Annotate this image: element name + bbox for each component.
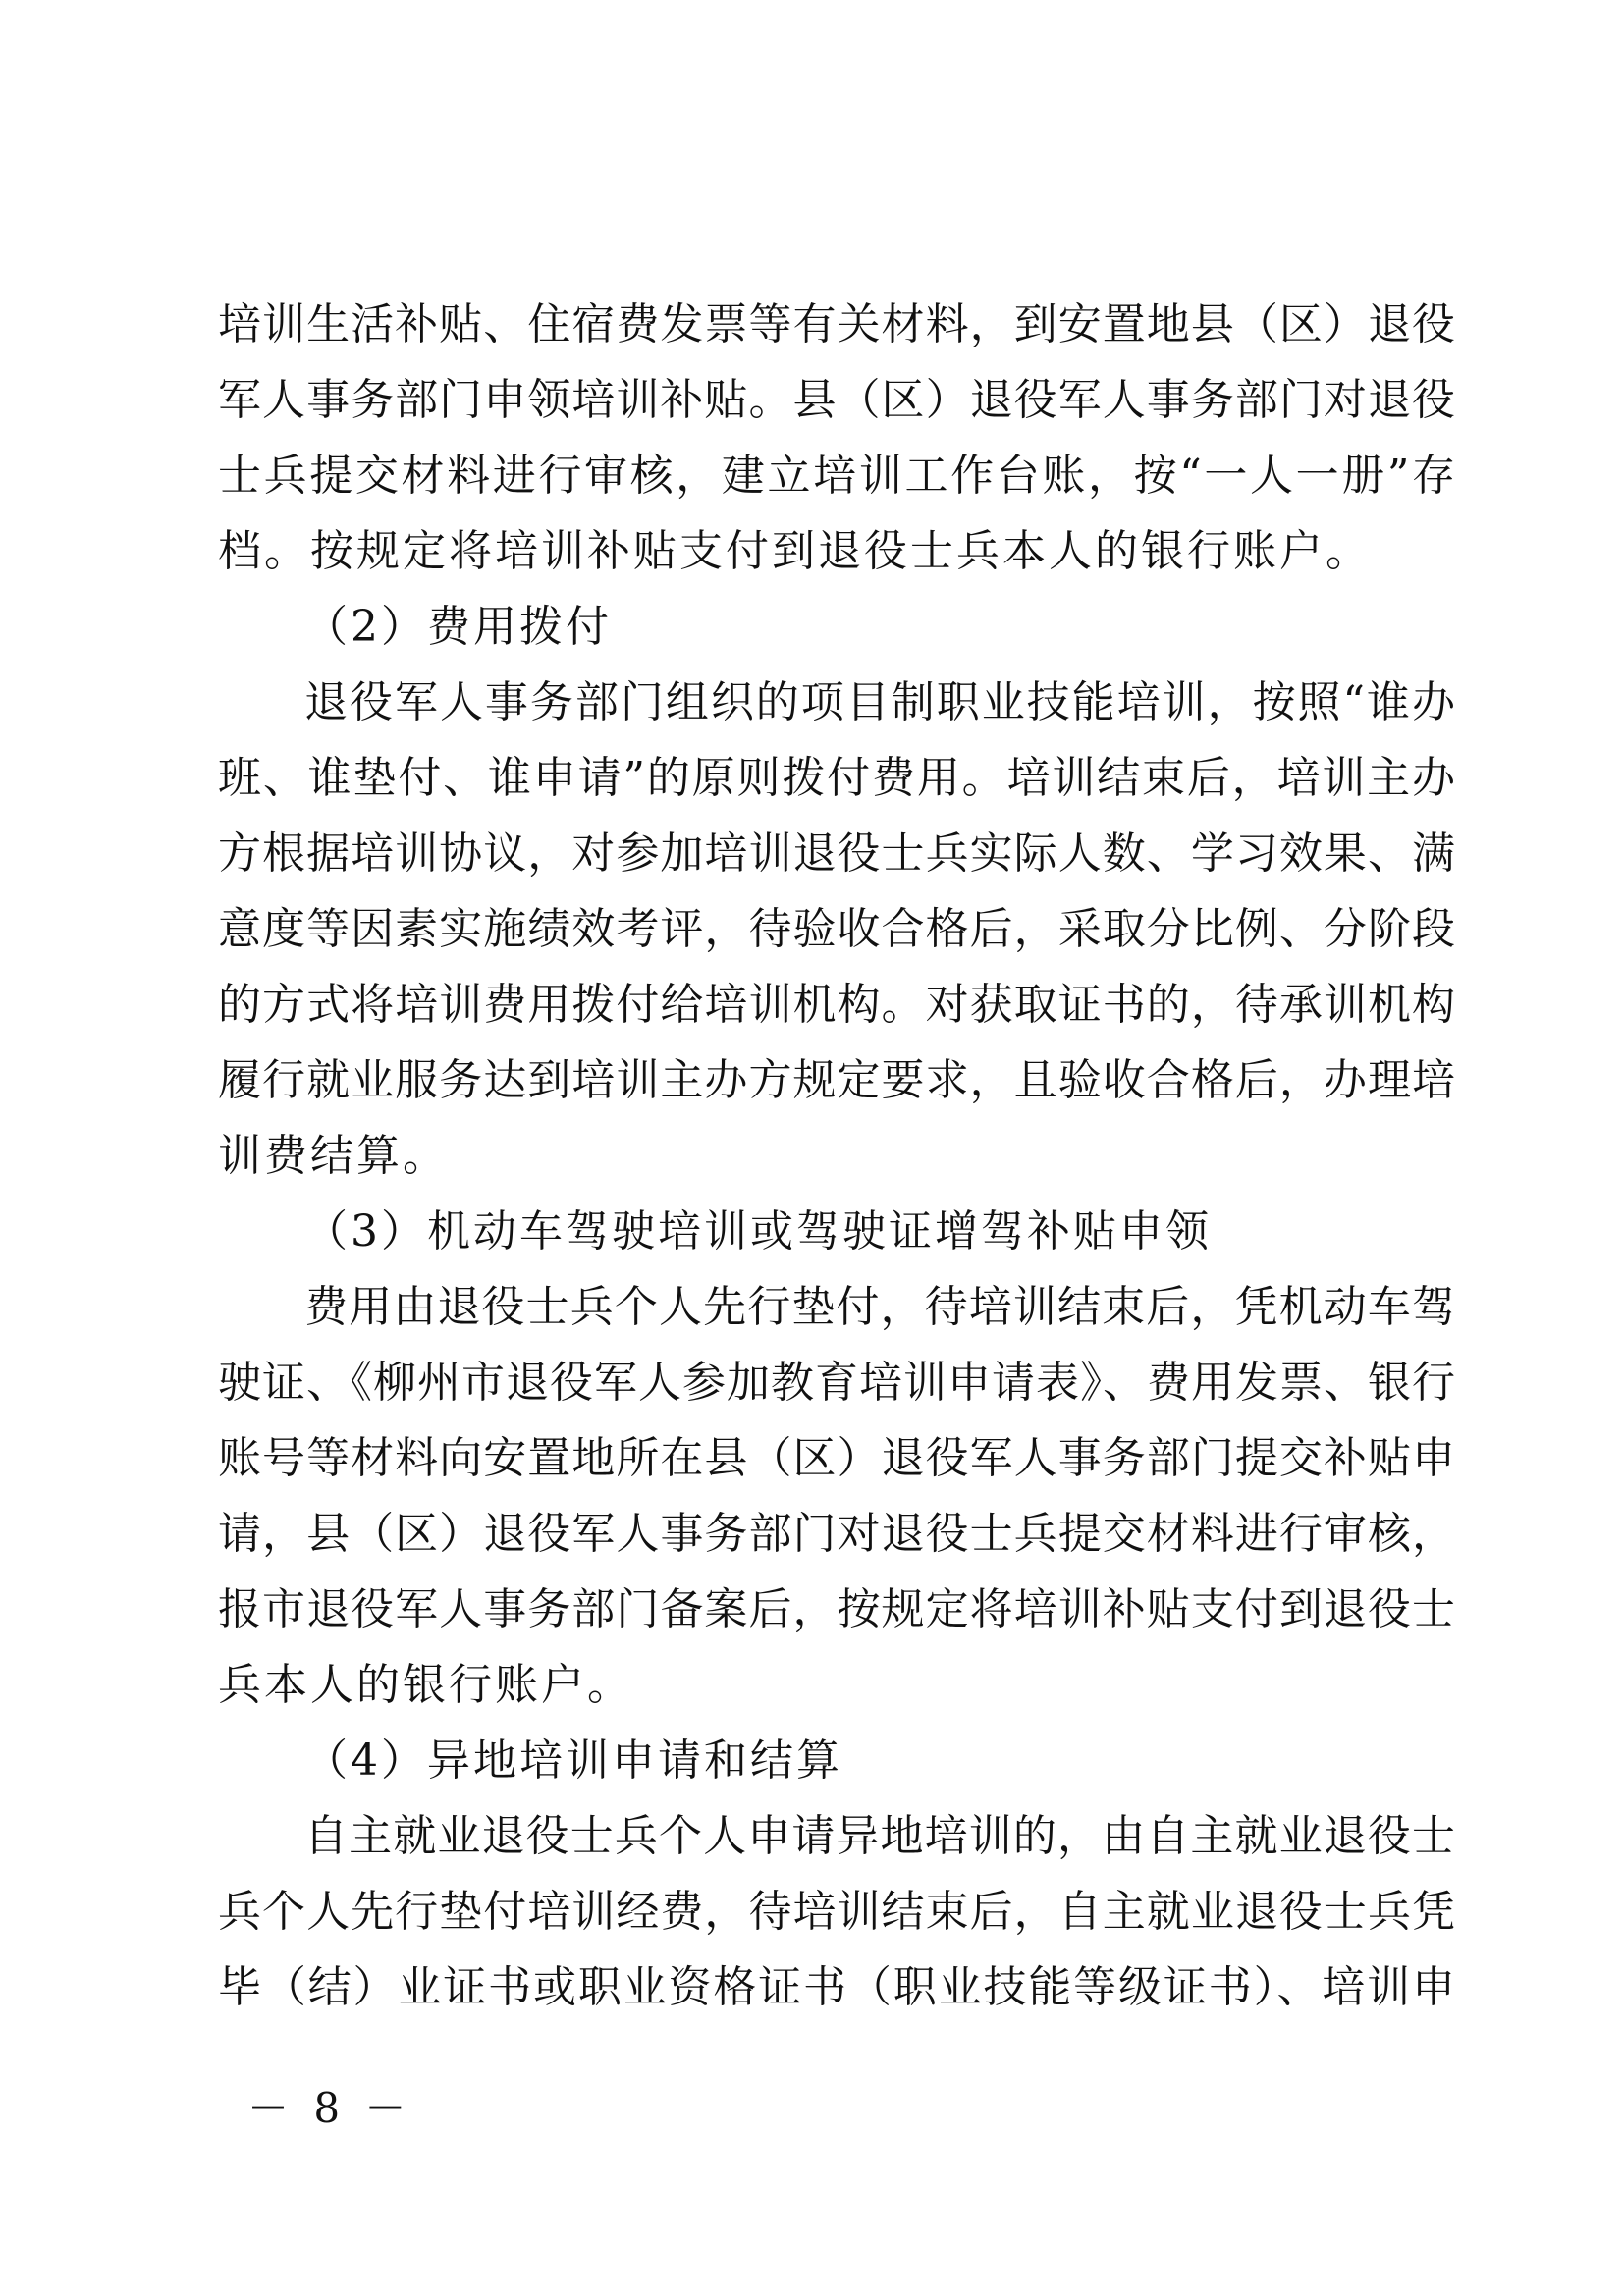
paragraph-line: 报市退役军人事务部门备案后，按规定将培训补贴支付到退役士 [218, 1584, 1455, 1634]
paragraph-line: 军人事务部门申领培训补贴。县（区）退役军人事务部门对退役 [218, 375, 1455, 425]
paragraph-line: 意度等因素实施绩效考评，待验收合格后，采取分比例、分阶段 [218, 904, 1455, 954]
paragraph-line: 士兵提交材料进行审核，建立培训工作台账，按“一人一册”存 [218, 451, 1455, 501]
paragraph-line: 驶证、《柳州市退役军人参加教育培训申请表》、费用发票、银行 [218, 1358, 1455, 1408]
paragraph-line: 培训生活补贴、住宿费发票等有关材料，到安置地县（区）退役 [218, 299, 1455, 349]
section-heading: （4）异地培训申请和结算 [304, 1735, 842, 1786]
section-heading: （2）费用拨付 [304, 602, 612, 652]
paragraph-line: 的方式将培训费用拨付给培训机构。对获取证书的，待承训机构 [218, 980, 1455, 1030]
paragraph-line: 档。按规定将培训补贴支付到退役士兵本人的银行账户。 [218, 526, 1372, 576]
paragraph-line: 自主就业退役士兵个人申请异地培训的，由自主就业退役士 [304, 1811, 1455, 1861]
paragraph-line: 班、谁垫付、谁申请”的原则拨付费用。培训结束后，培训主办 [218, 753, 1455, 803]
paragraph-line: 退役军人事务部门组织的项目制职业技能培训，按照“谁办 [304, 677, 1455, 727]
paragraph-line: 毕（结）业证书或职业资格证书（职业技能等级证书）、培训申 [218, 1962, 1455, 2012]
paragraph-line: 训费结算。 [218, 1131, 449, 1181]
paragraph-line: 费用由退役士兵个人先行垫付，待培训结束后，凭机动车驾 [304, 1282, 1455, 1332]
section-heading: （3）机动车驾驶培训或驾驶证增驾补贴申领 [304, 1206, 1212, 1256]
paragraph-line: 兵本人的银行账户。 [218, 1660, 633, 1710]
paragraph-line: 兵个人先行垫付培训经费，待培训结束后，自主就业退役士兵凭 [218, 1887, 1455, 1937]
paragraph-line: 履行就业服务达到培训主办方规定要求，且验收合格后，办理培 [218, 1055, 1455, 1105]
paragraph-line: 请，县（区）退役军人事务部门对退役士兵提交材料进行审核， [218, 1509, 1455, 1559]
body-text [218, 287, 1455, 2025]
page-number: － 8 － [247, 2084, 412, 2132]
paragraph-line: 方根据培训协议，对参加培训退役士兵实际人数、学习效果、满 [218, 828, 1455, 879]
paragraph-line: 账号等材料向安置地所在县（区）退役军人事务部门提交补贴申 [218, 1433, 1455, 1483]
